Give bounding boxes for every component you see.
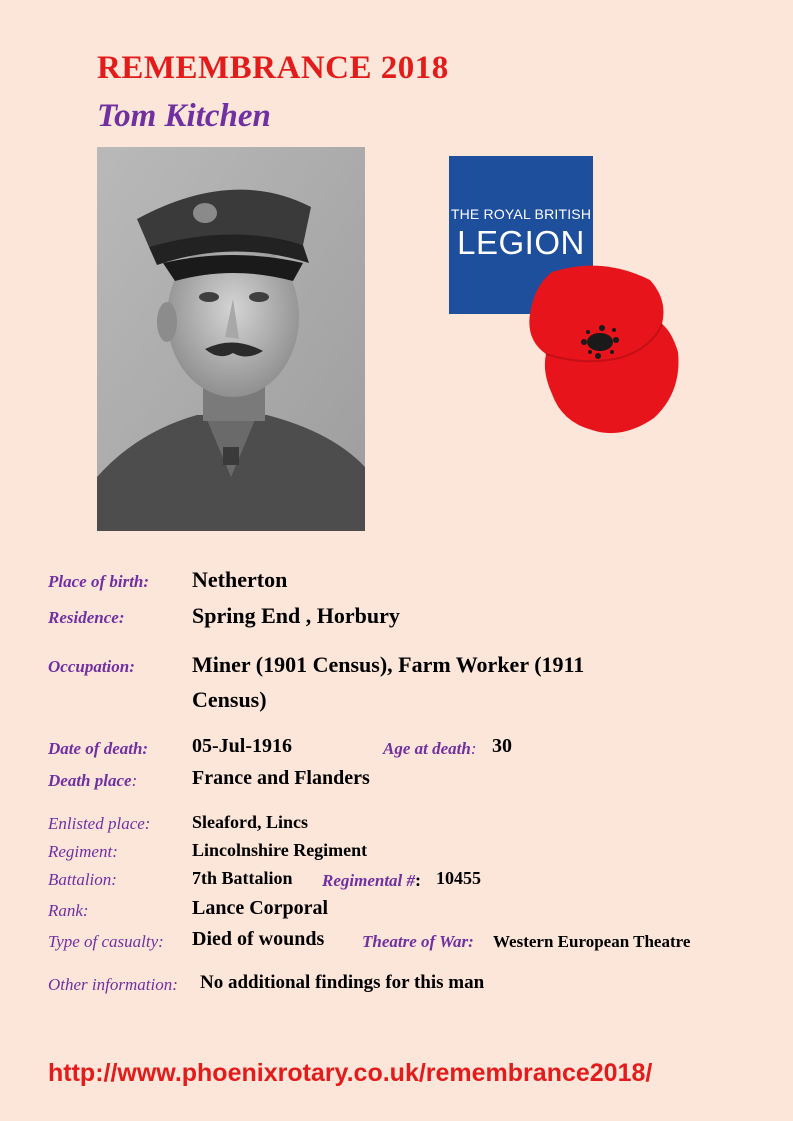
residence-label: Residence: bbox=[48, 608, 125, 627]
theatre-of-war-label: Theatre of War: bbox=[362, 932, 474, 951]
theatre-of-war-group bbox=[362, 932, 474, 952]
occupation-value-line-2: Census) bbox=[192, 687, 267, 712]
age-at-death-colon: : bbox=[470, 739, 477, 758]
soldier-portrait bbox=[97, 147, 365, 531]
place-of-birth-value: Netherton bbox=[192, 567, 288, 592]
battalion-value: 7th Battalion bbox=[192, 868, 293, 888]
type-of-casualty-label: Type of casualty: bbox=[48, 932, 164, 951]
theatre-of-war-value: Western European Theatre bbox=[493, 932, 691, 951]
soldier-name: Tom Kitchen bbox=[97, 98, 271, 134]
date-of-death-label: Date of death: bbox=[48, 739, 149, 758]
rank-value: Lance Corporal bbox=[192, 897, 329, 919]
occupation-value-line-1: Miner (1901 Census), Farm Worker (1911 bbox=[192, 652, 585, 677]
age-at-death-label: Age at death bbox=[383, 739, 471, 758]
rank-label: Rank: bbox=[48, 901, 89, 920]
enlisted-place-value: Sleaford, Lincs bbox=[192, 812, 309, 832]
poppy-icon bbox=[522, 262, 684, 440]
age-at-death-value: 30 bbox=[492, 735, 512, 757]
regimental-number-group bbox=[322, 870, 421, 891]
battalion-label: Battalion: bbox=[48, 870, 117, 889]
regiment-label: Regiment: bbox=[48, 842, 118, 861]
regimental-number-colon: : bbox=[415, 870, 422, 890]
death-place-colon: : bbox=[131, 771, 138, 790]
other-information-label: Other information: bbox=[48, 975, 178, 994]
regimental-number-label: Regimental # bbox=[322, 871, 416, 890]
date-of-death-value: 05-Jul-1916 bbox=[192, 735, 292, 757]
occupation-label: Occupation: bbox=[48, 657, 135, 676]
regiment-value: Lincolnshire Regiment bbox=[192, 840, 368, 860]
other-information-value: No additional findings for this man bbox=[200, 972, 485, 993]
type-of-casualty-value: Died of wounds bbox=[192, 928, 325, 950]
age-at-death-group bbox=[383, 739, 477, 759]
page-title: REMEMBRANCE 2018 bbox=[97, 50, 449, 86]
death-place-label: Death place bbox=[48, 771, 132, 790]
website-link[interactable]: http://www.phoenixrotary.co.uk/remembrance2018/ bbox=[48, 1059, 653, 1087]
logo-line-1: THE ROYAL BRITISH bbox=[450, 206, 592, 222]
regimental-number-value: 10455 bbox=[436, 868, 481, 888]
death-place-value: France and Flanders bbox=[192, 767, 370, 789]
residence-value: Spring End , Horbury bbox=[192, 603, 400, 628]
logo-line-2: LEGION bbox=[457, 224, 585, 261]
death-place-label-group bbox=[48, 771, 137, 791]
place-of-birth-label: Place of birth: bbox=[48, 572, 150, 591]
enlisted-place-label: Enlisted place: bbox=[48, 814, 151, 833]
